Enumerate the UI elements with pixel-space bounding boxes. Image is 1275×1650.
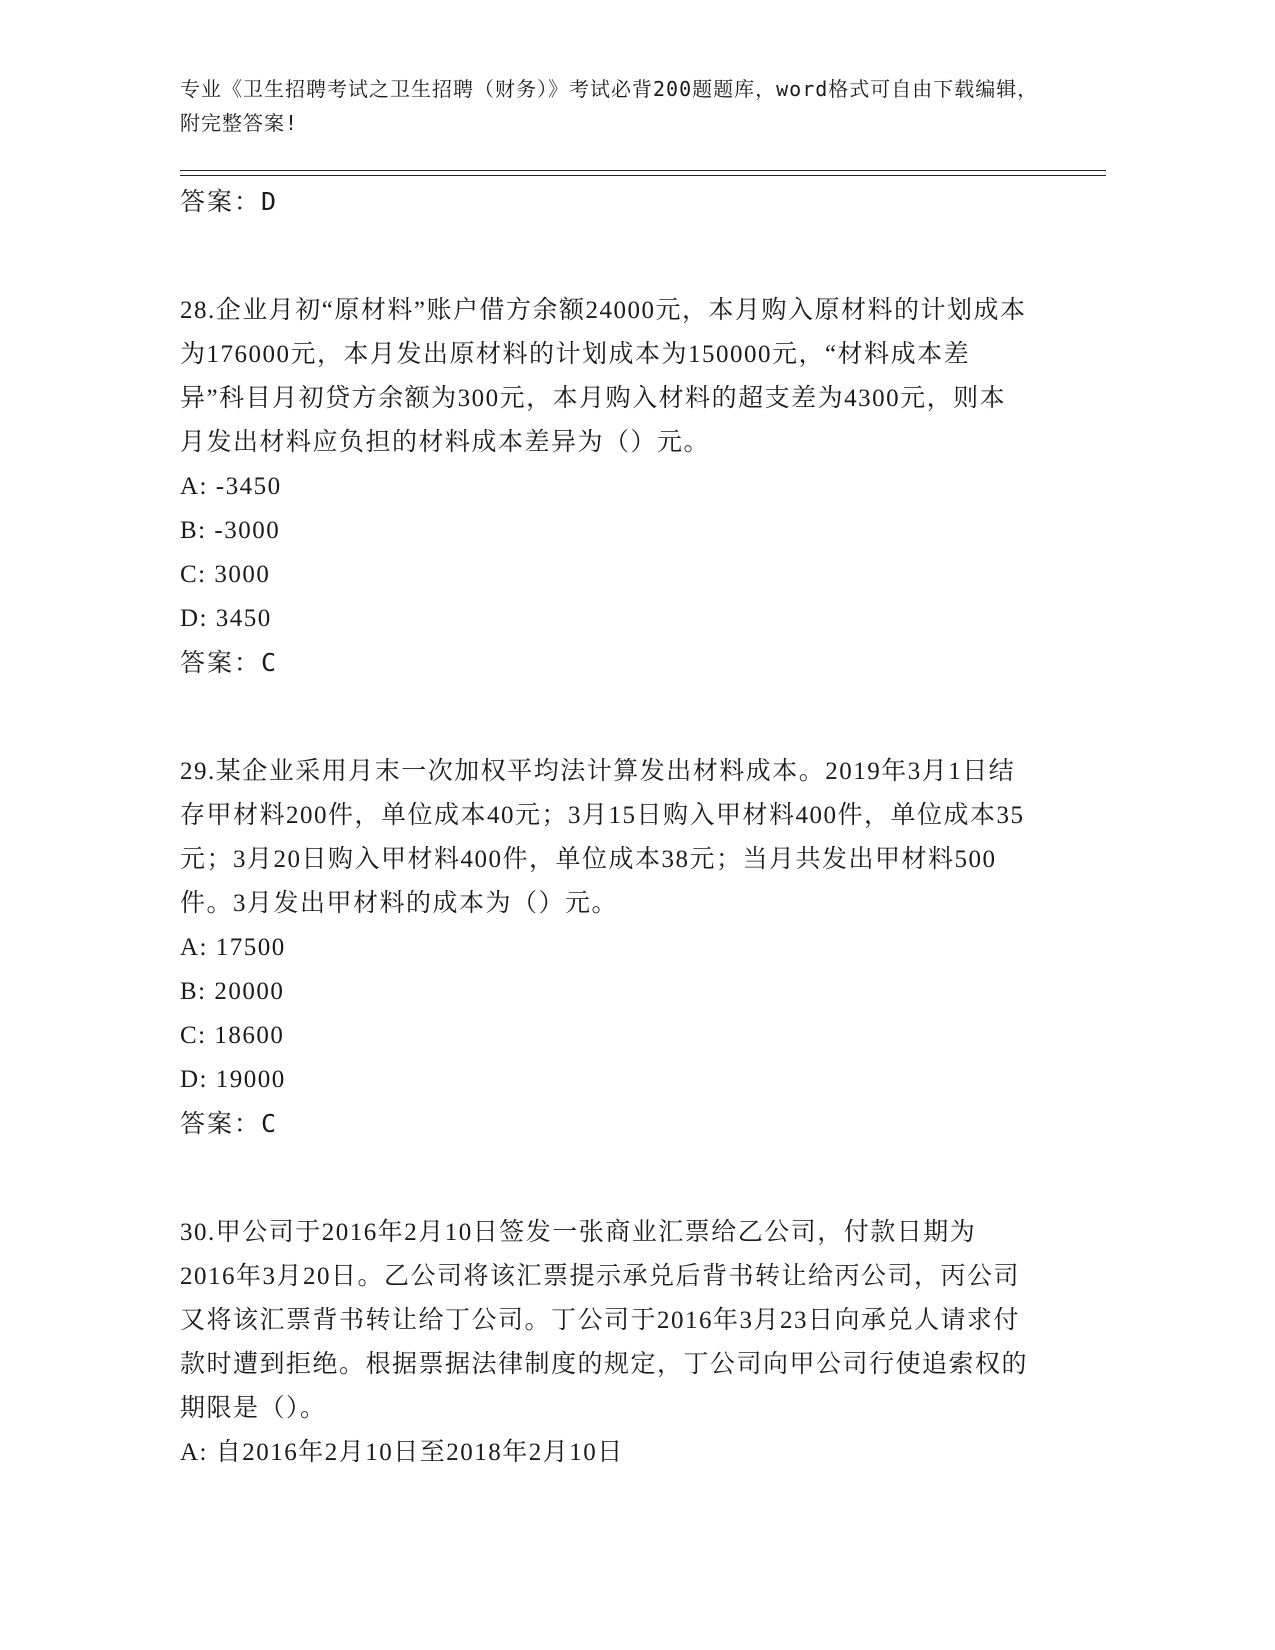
- document-body: [180, 180, 1030, 1475]
- answer-line: 答案：D: [180, 187, 279, 216]
- document-header: 专业《卫生招聘考试之卫生招聘（财务）》考试必背200题题库，word格式可自由下载编辑，附完整答案!: [180, 77, 1039, 135]
- header-rule-top: [180, 170, 1106, 171]
- option-d: D: 19000: [180, 1066, 286, 1093]
- question-28: [180, 289, 1030, 685]
- header-rule-bottom: [180, 175, 1106, 176]
- option-c: C: 3000: [180, 561, 271, 588]
- answer-line: 答案：C: [180, 1109, 279, 1138]
- option-d: D: 3450: [180, 605, 272, 632]
- option-a: A: 17500: [180, 934, 286, 961]
- option-b: B: -3000: [180, 517, 281, 544]
- question-text: 29.某企业采用月末一次加权平均法计算发出材料成本。2019年3月1日结存甲材料200件，单位成本40元；3月15日购入甲材料400件，单位成本35元；3月20日购入甲材料400件，单位成本38元；当月共发出甲材料500件。3月发出甲材料的成本为（）元。: [180, 758, 1025, 917]
- option-a: A: 自2016年2月10日至2018年2月10日: [180, 1439, 624, 1466]
- question-text: 28.企业月初“原材料”账户借方余额24000元，本月购入原材料的计划成本为176000元，本月发出原材料的计划成本为150000元，“材料成本差异”科目月初贷方余额为300元，本月购入材料的超支差为4300元，则本月发出材料应负担的材料成本差异为（）元。: [180, 297, 1027, 456]
- question-text: 30.甲公司于2016年2月10日签发一张商业汇票给乙公司，付款日期为2016年3月20日。乙公司将该汇票提示承兑后背书转让给丙公司，丙公司又将该汇票背书转让给丁公司。丁公司于2016年3月23日向承兑人请求付款时遭到拒绝。根据票据法律制度的规定，丁公司向甲公司行使追索权的期限是（）。: [180, 1219, 1029, 1422]
- option-a: A: -3450: [180, 473, 282, 500]
- question-30: [180, 1211, 1030, 1475]
- option-b: B: 20000: [180, 978, 285, 1005]
- answer-line: 答案：C: [180, 648, 279, 677]
- option-c: C: 18600: [180, 1022, 285, 1049]
- question-29: [180, 750, 1030, 1146]
